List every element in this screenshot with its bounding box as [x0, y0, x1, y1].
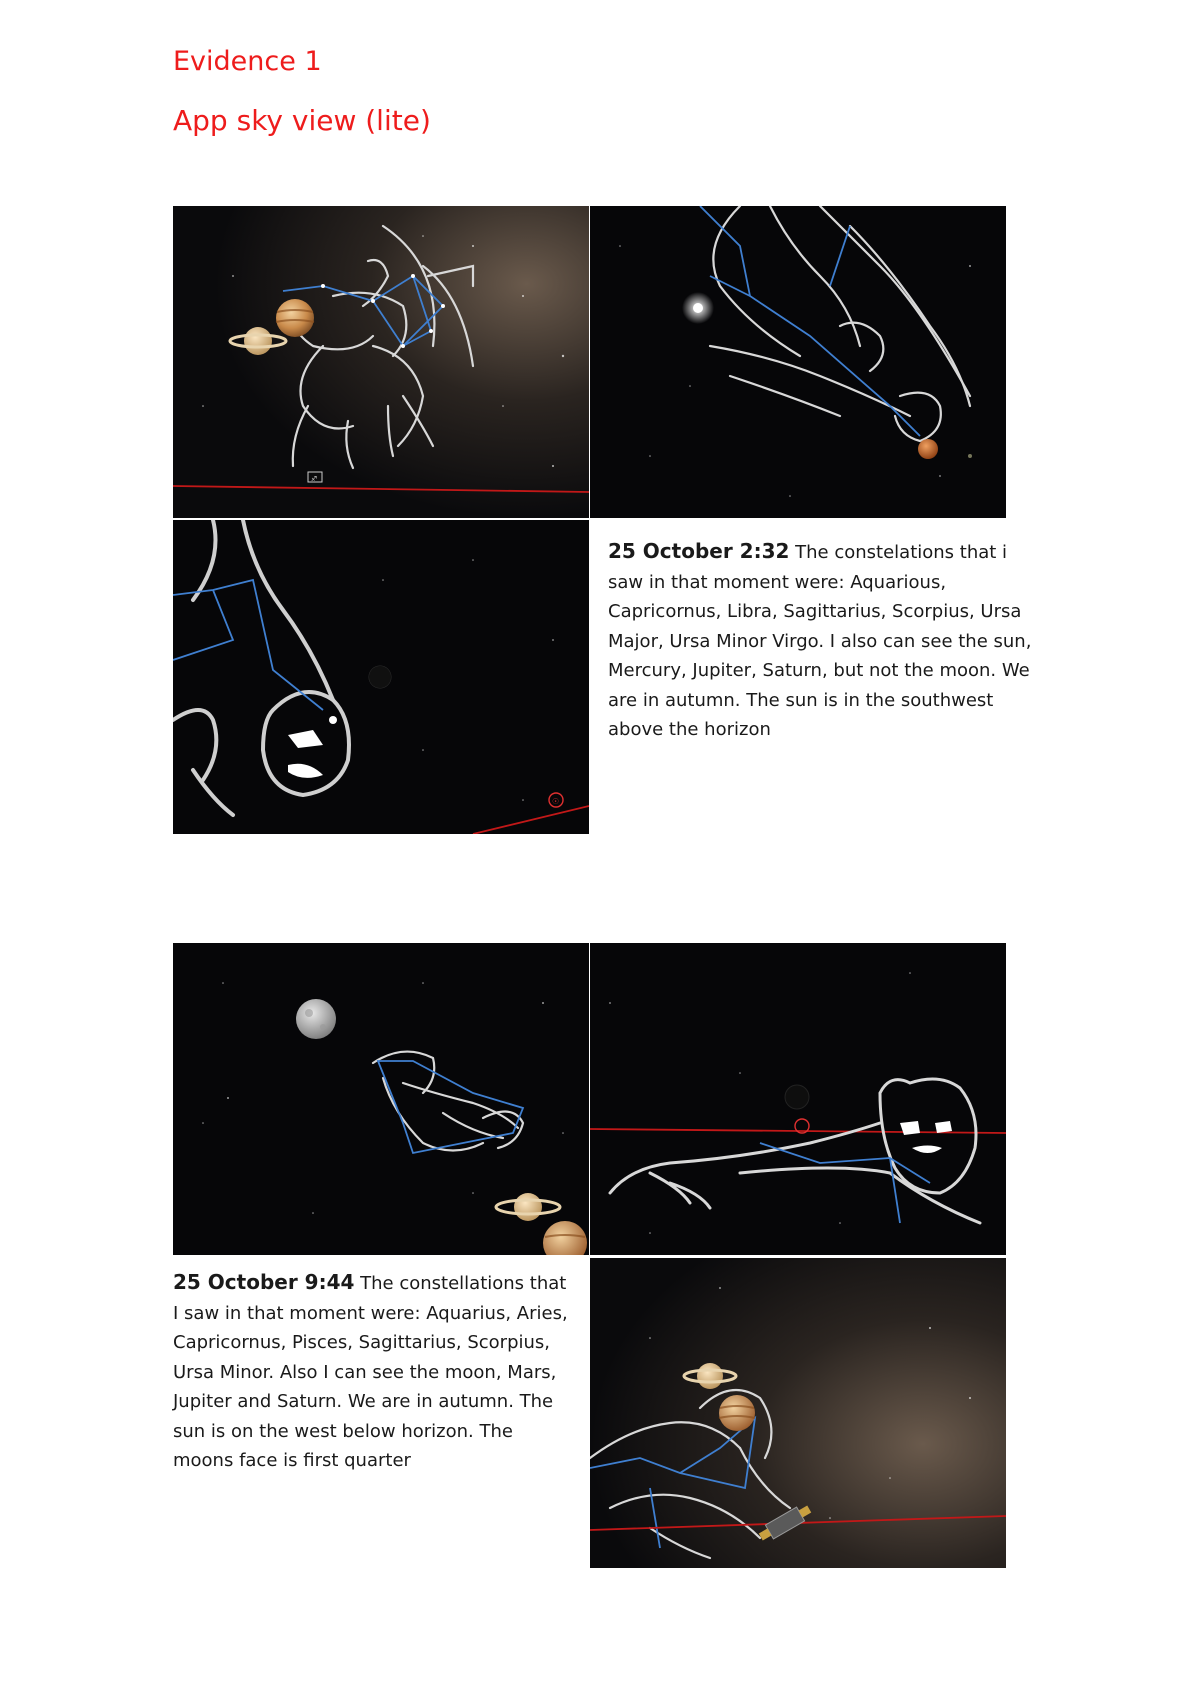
section2-date: 25 October 9:44 — [173, 1270, 355, 1294]
section1-date: 25 October 2:32 — [608, 539, 790, 563]
sky-screenshot-sagittarius — [173, 206, 589, 518]
document-subheading: App sky view (lite) — [173, 104, 431, 137]
svg-text:☉: ☉ — [552, 797, 560, 806]
sky-screenshot-sagittarius-2 — [590, 1258, 1006, 1568]
section1-text: The constelations that i saw in that moment were: Aquarious, Capricornus, Libra, Sagittarius, Scorpius, Ursa Major, Ursa Minor Virgo. I also can see the sun, Mercury, Jupiter, Saturn, but not the moon. We are in autumn. The sun is in the southwest above the horizon — [608, 542, 1032, 740]
sky-screenshot-ursa-minor — [590, 943, 1006, 1255]
sky-screenshot-virgo — [590, 206, 1006, 518]
section2-caption — [173, 1268, 573, 1476]
sky-screenshot-ursa-major — [173, 520, 589, 834]
document-heading: Evidence 1 — [173, 46, 322, 77]
sky-screenshot-capricornus — [173, 943, 589, 1255]
svg-text:♐: ♐ — [311, 475, 318, 483]
section1-caption — [608, 537, 1038, 745]
section2-text: The constellations that I saw in that moment were: Aquarius, Aries, Capricornus, Pisces, Sagittarius, Scorpius, Ursa Minor. Also I can see the moon, Mars, Jupiter and Saturn. We are in autumn. The sun is on the west below horizon. The moons face is first quarter — [173, 1273, 568, 1471]
